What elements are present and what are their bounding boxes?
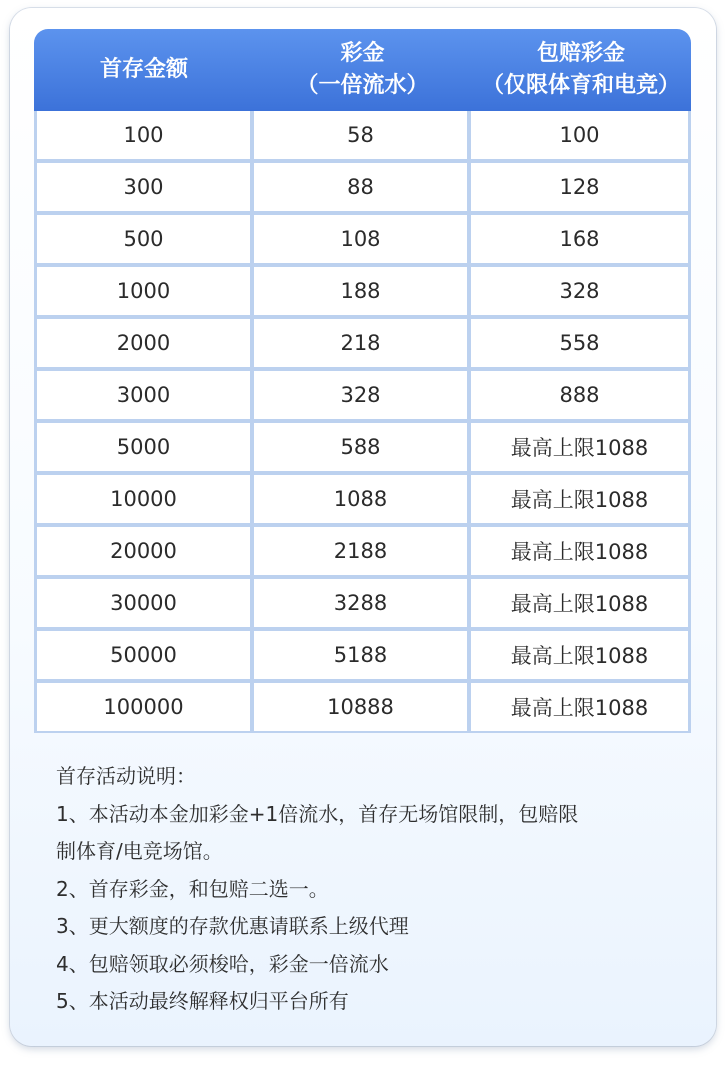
compensation-cell: 100 <box>471 111 691 163</box>
notes-line: 4、包赔领取必须梭哈，彩金一倍流水 <box>56 951 389 976</box>
notes-line: 2、首存彩金，和包赔二选一。 <box>56 876 329 901</box>
notes-title: 首存活动说明： <box>56 764 196 788</box>
deposit-cell: 20000 <box>34 527 254 579</box>
compensation-cell: 最高上限1088 <box>471 527 691 579</box>
deposit-cell: 3000 <box>34 371 254 423</box>
table-row <box>34 111 691 163</box>
deposit-cell: 500 <box>34 215 254 267</box>
bonus-cell: 218 <box>254 319 471 371</box>
deposit-cell: 10000 <box>34 475 254 527</box>
header-deposit-amount-label: 首存金额 <box>99 57 188 82</box>
compensation-cell: 888 <box>471 371 691 423</box>
bonus-cell: 1088 <box>254 475 471 527</box>
bonus-cell: 588 <box>254 423 471 475</box>
deposit-cell: 300 <box>34 163 254 215</box>
table-row <box>34 163 691 215</box>
header-bonus-note: （一倍流水） <box>296 73 429 98</box>
table-row <box>34 267 691 319</box>
notes-line: 制体育/电竞场馆。 <box>56 839 223 863</box>
header-bonus <box>254 29 471 111</box>
table-row <box>34 319 691 371</box>
compensation-cell: 最高上限1088 <box>471 475 691 527</box>
notes-line: 3、更大额度的存款优惠请联系上级代理 <box>56 914 409 938</box>
deposit-cell: 100 <box>34 111 254 163</box>
bonus-cell: 188 <box>254 267 471 319</box>
header-compensation-note: （仅限体育和电竞） <box>481 73 680 98</box>
header-compensation-bonus <box>471 29 691 111</box>
table-row <box>34 527 691 579</box>
compensation-cell: 168 <box>471 215 691 267</box>
header-deposit-amount <box>34 29 254 111</box>
activity-notes <box>56 758 696 1021</box>
header-compensation-label: 包赔彩金 <box>536 41 625 66</box>
deposit-cell: 1000 <box>34 267 254 319</box>
bonus-table-wrapper <box>34 29 691 733</box>
bonus-cell: 108 <box>254 215 471 267</box>
compensation-cell: 328 <box>471 267 691 319</box>
table-row <box>34 683 691 733</box>
deposit-cell: 100000 <box>34 683 254 733</box>
bonus-cell: 3288 <box>254 579 471 631</box>
deposit-cell: 30000 <box>34 579 254 631</box>
table-body <box>34 111 691 733</box>
compensation-cell: 最高上限1088 <box>471 631 691 683</box>
compensation-cell: 558 <box>471 319 691 371</box>
compensation-cell: 最高上限1088 <box>471 579 691 631</box>
compensation-cell: 最高上限1088 <box>471 423 691 475</box>
compensation-cell: 最高上限1088 <box>471 683 691 733</box>
deposit-cell: 2000 <box>34 319 254 371</box>
deposit-cell: 5000 <box>34 423 254 475</box>
header-bonus-label: 彩金 <box>340 41 385 66</box>
notes-line: 1、本活动本金加彩金+1倍流水，首存无场馆限制，包赔限 <box>56 801 579 826</box>
table-row <box>34 579 691 631</box>
bonus-cell: 5188 <box>254 631 471 683</box>
table-row <box>34 215 691 267</box>
deposit-cell: 50000 <box>34 631 254 683</box>
bonus-table <box>34 29 691 733</box>
notes-line: 5、本活动最终解释权归平台所有 <box>56 989 349 1013</box>
compensation-cell: 128 <box>471 163 691 215</box>
table-row <box>34 475 691 527</box>
table-row <box>34 371 691 423</box>
table-header-row <box>34 29 691 111</box>
bonus-cell: 10888 <box>254 683 471 733</box>
table-row <box>34 423 691 475</box>
table-row <box>34 631 691 683</box>
bonus-cell: 2188 <box>254 527 471 579</box>
bonus-cell: 328 <box>254 371 471 423</box>
bonus-cell: 88 <box>254 163 471 215</box>
bonus-cell: 58 <box>254 111 471 163</box>
